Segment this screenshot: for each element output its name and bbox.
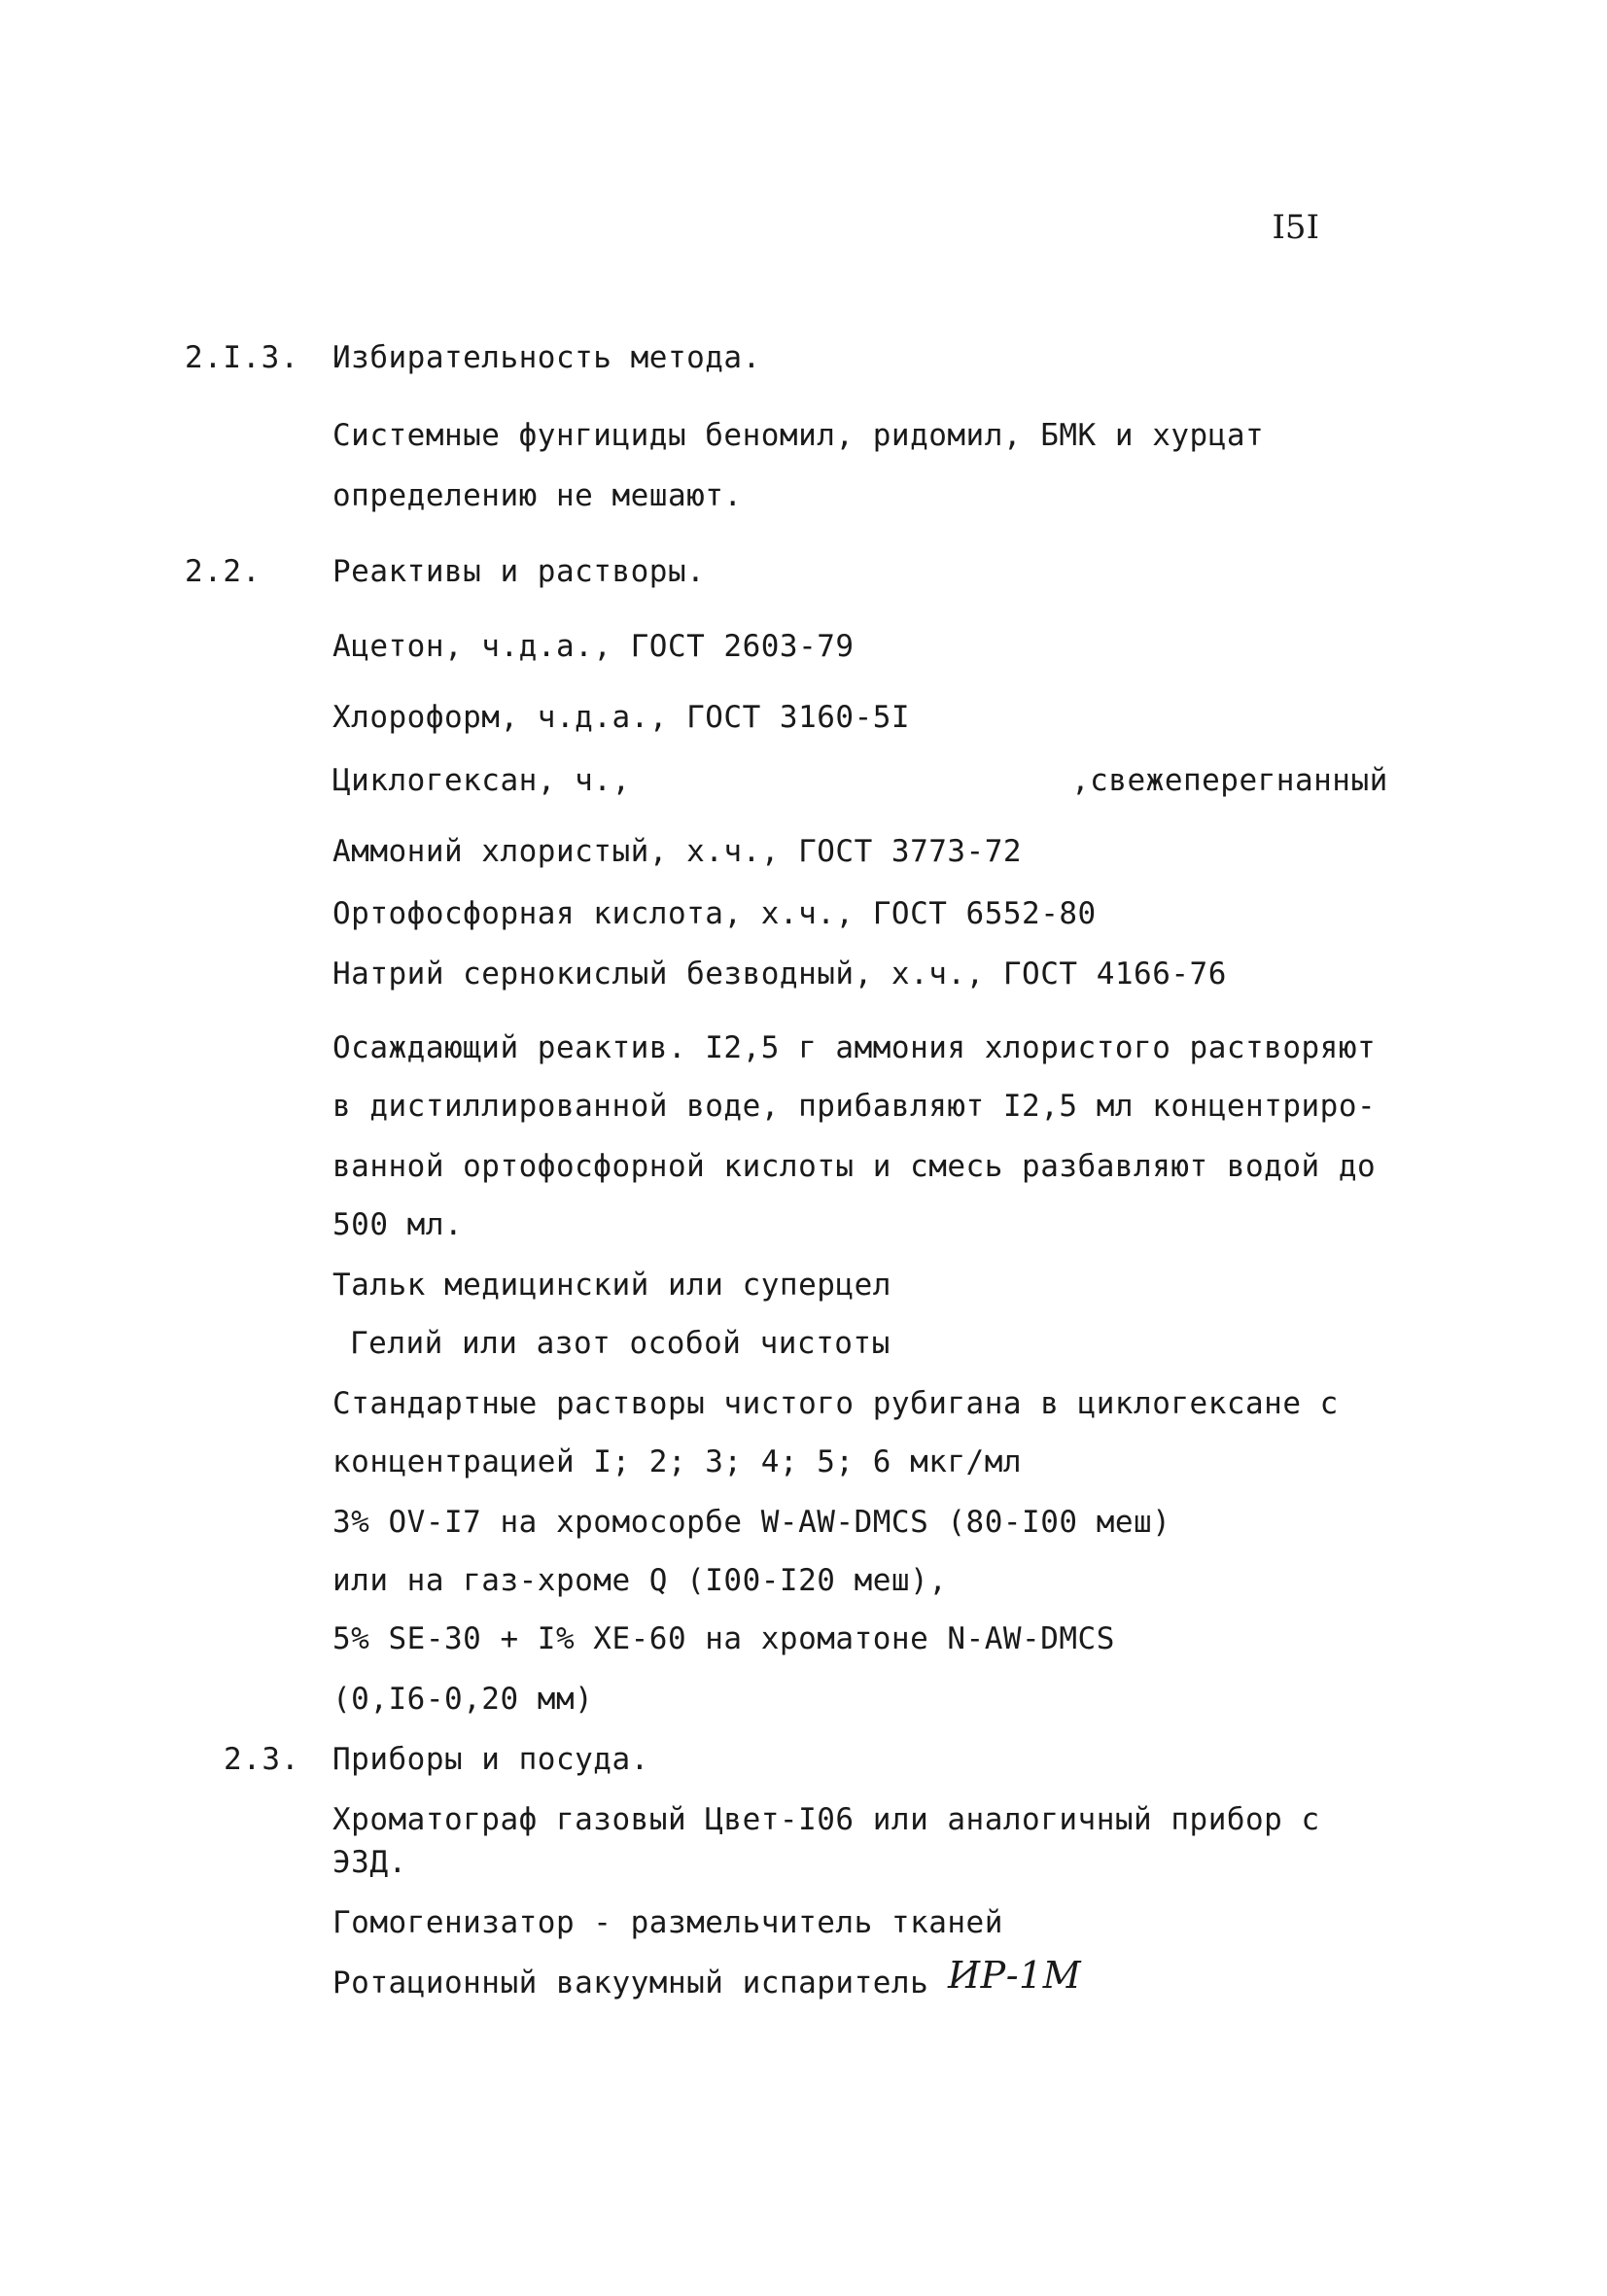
reagent-line: Циклогексан, ч., [332,763,631,798]
section-title: Приборы и посуда. [332,1742,649,1777]
text-line: Тальк медицинский или суперцел [332,1268,891,1303]
text-line: (0,I6-0,20 мм) [332,1682,594,1717]
reagent-line: Ортофосфорная кислота, х.ч., ГОСТ 6552-80 [332,896,1097,931]
text-line: Гелий или азот особой чистоты [350,1326,891,1361]
page-number: I5I [1272,208,1319,247]
text-line: Системные фунгициды беномил, ридомил, БМК и хурцат [332,418,1265,453]
text-line: ЭЗД. [332,1845,407,1880]
text-line: ванной ортофосфорной кислоты и смесь разбавляют водой до [332,1149,1377,1184]
text-line: Гомогенизатор - размельчитель тканей [332,1905,1003,1940]
handwritten-model: ИР-1М [948,1954,1082,1997]
text-line: 500 мл. [332,1207,464,1242]
text-line: Ротационный вакуумный испаритель [332,1966,929,2000]
reagent-line: Натрий сернокислый безводный, х.ч., ГОСТ 4166-76 [332,957,1227,991]
text-line: 3% OV-I7 на хромосорбе W-AW-DMCS (80-I00 меш) [332,1505,1171,1540]
reagent-note: ,свежеперегнанный [1071,763,1388,798]
text-line: Хроматограф газовый Цвет-I06 или аналогичный прибор с [332,1802,1320,1837]
text-line: 5% SE-30 + I% XE-60 на хроматоне N-AW-DMCS [332,1621,1115,1656]
reagent-line: Аммоний хлористый, х.ч., ГОСТ 3773-72 [332,834,1023,869]
section-number: 2.I.3. [185,340,299,375]
text-line: концентрацией I; 2; 3; 4; 5; 6 мкг/мл [332,1444,1023,1479]
text-line: Стандартные растворы чистого рубигана в циклогексане с [332,1386,1339,1421]
section-title: Избирательность метода. [332,340,761,375]
section-number: 2.2. [185,554,262,589]
text-line: в дистиллированной воде, прибавляют I2,5 мл концентриро- [332,1089,1377,1124]
text-line: определению не мешают. [332,478,743,513]
section-number: 2.3. [224,1742,300,1777]
text-line: или на газ-хроме Q (I00-I20 меш), [332,1563,948,1598]
reagent-line: Ацетон, ч.д.а., ГОСТ 2603-79 [332,629,855,664]
reagent-line: Хлороформ, ч.д.а., ГОСТ 3160-5I [332,700,911,735]
section-title: Реактивы и растворы. [332,554,706,589]
text-line: Осаждающий реактив. I2,5 г аммония хлористого растворяют [332,1030,1377,1065]
